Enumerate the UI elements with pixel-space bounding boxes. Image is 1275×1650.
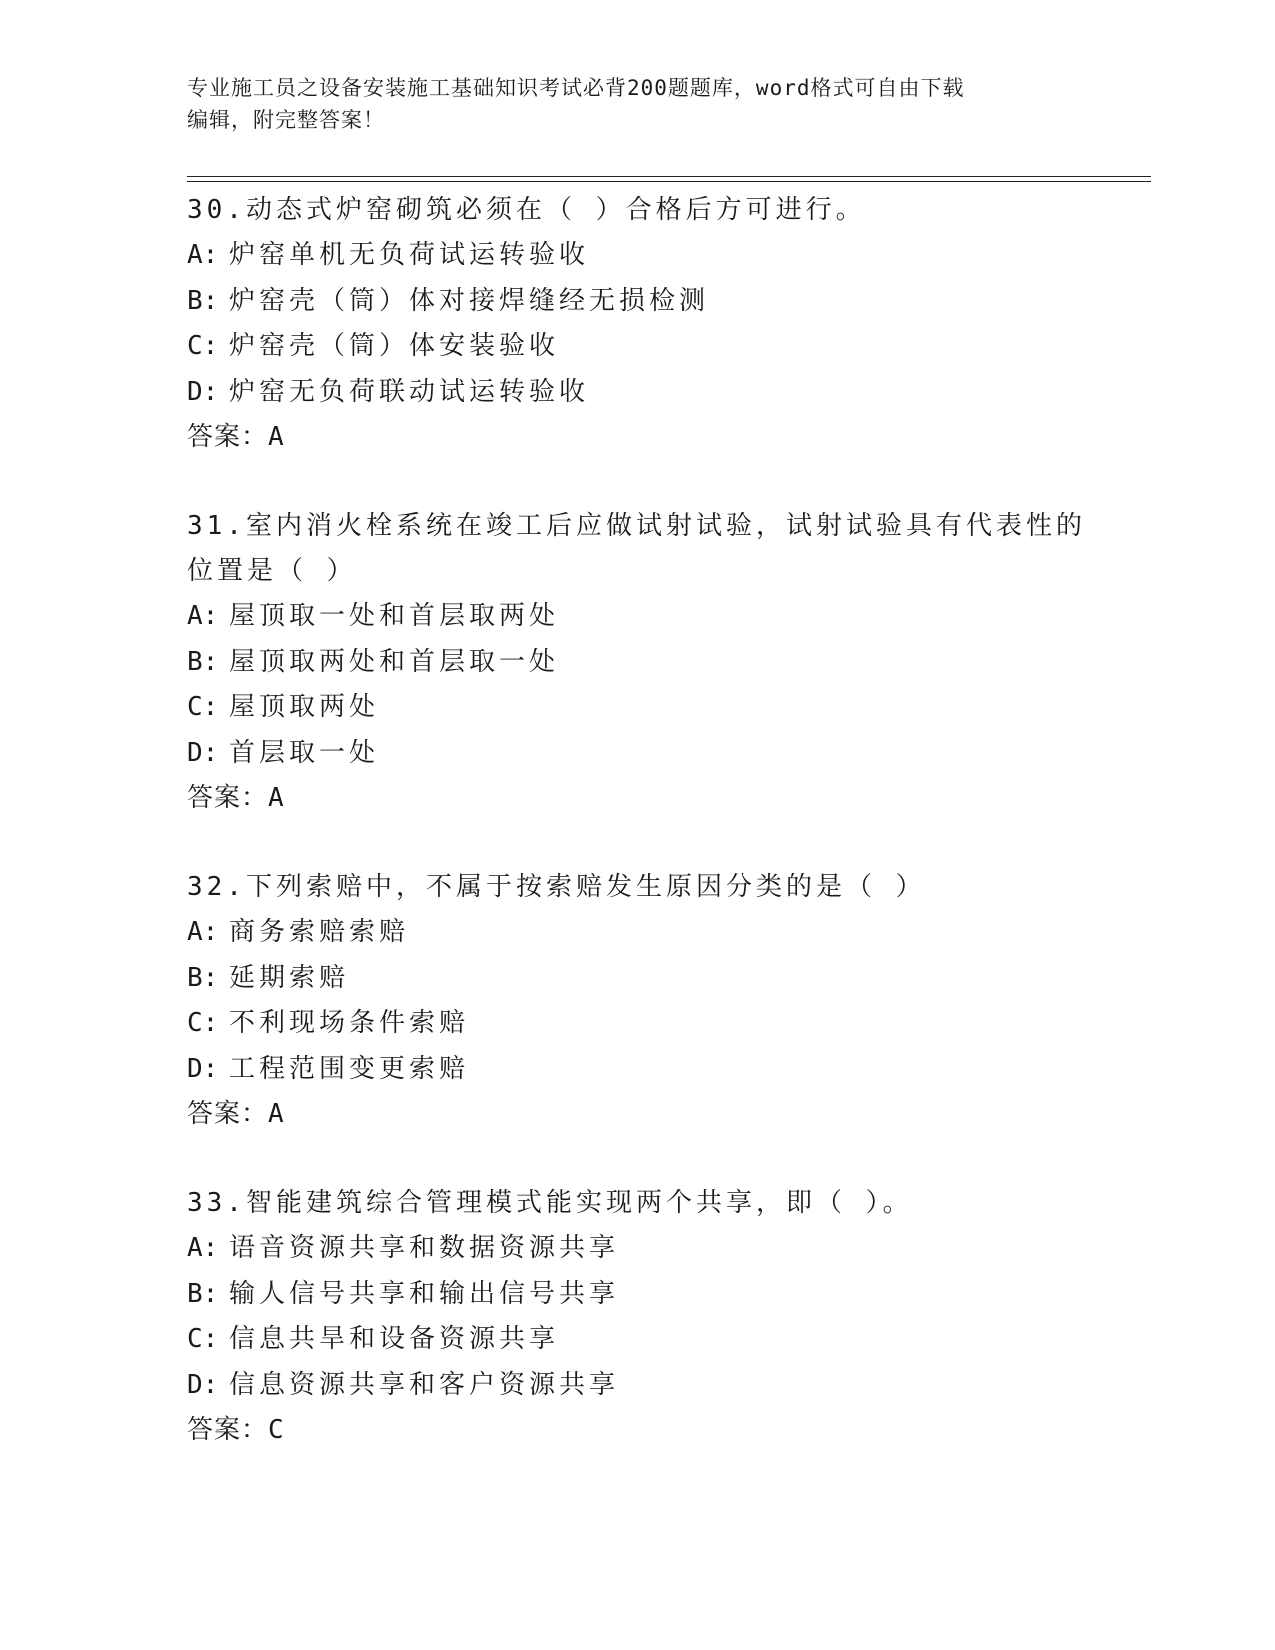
question-31 [187,504,1087,821]
option-letter: D: [187,1053,219,1084]
option-b [187,1272,1087,1318]
option-text: 屋顶取两处 [229,692,380,722]
option-a [187,1226,1087,1272]
header-divider-top [187,176,1151,177]
question-list [187,188,1087,1453]
option-text: 商务索赔索赔 [229,917,410,947]
option-a [187,233,1087,279]
option-text: 屋顶取一处和首层取两处 [229,601,560,631]
option-text: 语音资源共享和数据资源共享 [229,1233,620,1263]
option-text: 信息共旱和设备资源共享 [229,1324,560,1354]
option-c [187,1001,1087,1047]
option-letter: B: [187,962,219,993]
option-letter: D: [187,737,219,768]
option-letter: D: [187,376,219,407]
question-30 [187,188,1087,460]
answer-line: 答案：A [187,783,285,813]
option-d [187,731,1087,777]
question-stem: 32.下列索赔中，不属于按索赔发生原因分类的是（ ） [187,872,926,902]
option-d [187,1363,1087,1409]
option-letter: C: [187,1008,219,1038]
option-c [187,685,1087,731]
answer-line: 答案：A [187,422,285,452]
option-text: 信息资源共享和客户资源共享 [229,1369,620,1400]
option-a [187,910,1087,956]
option-b [187,956,1087,1002]
header-line-2: 编辑，附完整答案！ [187,108,385,132]
option-b [187,279,1087,325]
option-text: 炉窑无负荷联动试运转验收 [229,376,590,407]
option-letter: C: [187,1324,219,1354]
option-b [187,640,1087,686]
option-a [187,594,1087,640]
option-text: 炉窑壳（筒）体对接焊缝经无损检测 [229,285,710,316]
option-letter: B: [187,1278,219,1309]
option-d [187,1047,1087,1093]
option-text: 屋顶取两处和首层取一处 [229,646,560,677]
header-divider-bottom [187,181,1151,182]
option-letter: B: [187,646,219,677]
question-33 [187,1181,1087,1453]
option-letter: B: [187,285,219,316]
option-text: 炉窑单机无负荷试运转验收 [229,240,590,270]
option-c [187,1317,1087,1363]
question-stem: 30.动态式炉窑砌筑必须在（ ）合格后方可进行。 [187,195,866,225]
option-letter: C: [187,331,219,361]
document-header [187,72,1087,136]
option-text: 延期索赔 [229,962,350,993]
option-letter: A: [187,601,219,631]
question-stem: 31.室内消火栓系统在竣工后应做试射试验，试射试验具有代表性的位置是（ ） [187,511,1086,586]
question-32 [187,865,1087,1137]
answer-line: 答案：A [187,1099,285,1129]
question-stem: 33.智能建筑综合管理模式能实现两个共享，即（ ）。 [187,1188,913,1218]
header-line-1: 专业施工员之设备安装施工基础知识考试必背200题题库，word格式可自由下载 [187,76,965,100]
option-letter: A: [187,917,219,947]
option-letter: A: [187,1233,219,1263]
answer-line: 答案：C [187,1415,285,1445]
option-text: 工程范围变更索赔 [229,1053,470,1084]
option-text: 炉窑壳（筒）体安装验收 [229,331,560,361]
option-letter: C: [187,692,219,722]
option-letter: D: [187,1369,219,1400]
option-letter: A: [187,240,219,270]
option-text: 不利现场条件索赔 [229,1008,470,1038]
option-text: 输人信号共享和输出信号共享 [229,1278,620,1309]
option-d [187,370,1087,416]
option-c [187,324,1087,370]
option-text: 首层取一处 [229,737,380,768]
